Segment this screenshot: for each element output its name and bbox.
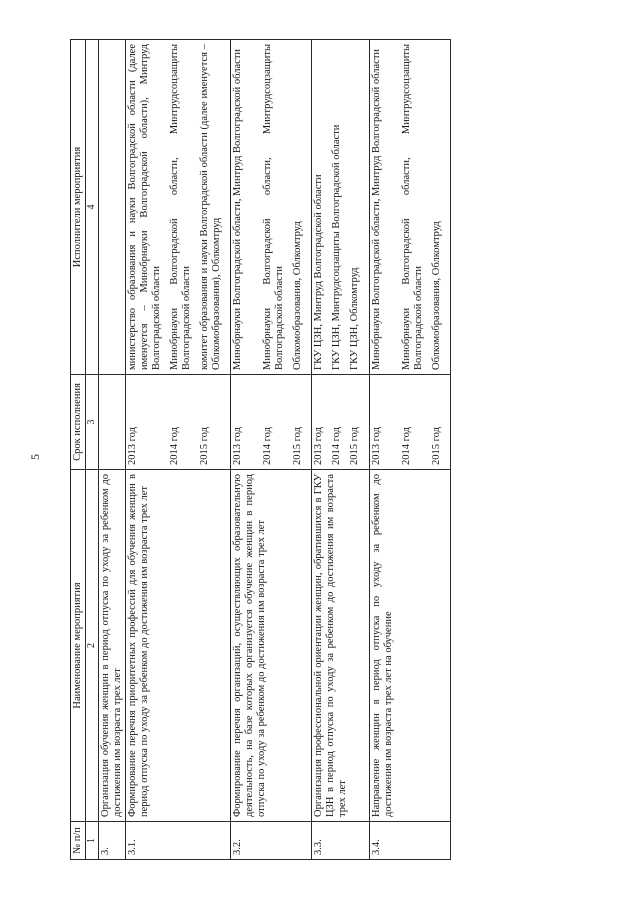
term-value: 2015 год	[292, 427, 304, 465]
executors-cell	[98, 40, 125, 375]
row-number: 3.3.	[312, 822, 369, 860]
executor-value: Облкомобразования, Облкомтруд	[292, 221, 304, 370]
term-cell	[369, 375, 450, 470]
term-value: 2013 год	[370, 427, 382, 465]
measures-table	[70, 39, 451, 860]
executor-value: комитет образования и науки Волгоградской области (далее именуется – Облкомобразования), Облкомтруд	[199, 44, 223, 370]
term-value: 2014 год	[168, 427, 180, 465]
col-number-3: 3	[86, 375, 99, 470]
term-cell	[98, 375, 125, 470]
measure-name: Формирование перечня приоритетных профессий для обучения женщин в период отпуска по уходу за ребенком до достижения им возраста трех лет	[125, 470, 230, 822]
executor-value: ГКУ ЦЗН, Минтрудсоцзащиты Волгоградской области	[331, 124, 343, 370]
executors-cell	[369, 40, 450, 375]
executor-value: министерство образования и науки Волгоградской области (далее именуется – Минобрнауки Волгоградской области), Минтруд Волгоградской области	[126, 44, 162, 370]
term-value: 2015 год	[430, 427, 442, 465]
table-row	[312, 40, 369, 860]
table-row	[125, 40, 230, 860]
term-value: 2014 год	[262, 427, 274, 465]
col-number-2: 2	[86, 470, 99, 822]
term-cell	[231, 375, 312, 470]
row-number: 3.4.	[369, 822, 450, 860]
table-row	[98, 40, 125, 860]
term-value: 2013 год	[232, 427, 244, 465]
table-body	[98, 40, 450, 860]
term-value: 2015 год	[198, 427, 210, 465]
row-number: 3.2.	[231, 822, 312, 860]
measure-name: Организация обучения женщин в период отпуска по уходу за ребенком до достижения им возраста трех лет	[98, 470, 125, 822]
executor-value: Минобрнауки Волгоградской области, Минтрудсоцзащиты Волгоградской области	[168, 44, 192, 370]
header-name: Наименование мероприятия	[71, 470, 86, 822]
row-number: 3.	[98, 822, 125, 860]
page-number: 5	[28, 454, 42, 460]
col-number-1: 1	[86, 822, 99, 860]
executors-cell	[125, 40, 230, 375]
measure-name: Формирование перечня организаций, осуществляющих образовательную деятельность, на базе которых организуется обучение женщин в период отпуска по уходу за ребенком до достижения им возраста трех лет	[231, 470, 312, 822]
executor-value: ГКУ ЦЗН, Минтруд Волгоградской области	[313, 174, 325, 370]
term-value: 2013 год	[126, 427, 138, 465]
executor-value: Минобрнауки Волгоградской области, Минтруд Волгоградской области	[232, 48, 244, 370]
row-number: 3.1.	[125, 822, 230, 860]
executor-value: Облкомобразования, Облкомтруд	[430, 221, 442, 370]
col-number-4: 4	[86, 40, 99, 375]
measure-name: Направление женщин в период отпуска по уходу за ребенком до достижения им возраста трех лет на обучение	[369, 470, 450, 822]
term-value: 2015 год	[349, 427, 361, 465]
header-term: Срок исполнения	[71, 375, 86, 470]
executors-cell	[312, 40, 369, 375]
term-value: 2014 год	[331, 427, 343, 465]
term-cell	[312, 375, 369, 470]
measure-name: Организация профессиональной ориентации женщин, обратившихся в ГКУ ЦЗН в период отпуска по уходу за ребенком до достижения им возраста трех лет	[312, 470, 369, 822]
header-num: № п/п	[71, 822, 86, 860]
term-value: 2013 год	[313, 427, 325, 465]
header-executors: Исполнители мероприятия	[71, 40, 86, 375]
table-row	[369, 40, 450, 860]
table-row	[231, 40, 312, 860]
executor-value: Минобрнауки Волгоградской области, Минтрудсоцзащиты Волгоградской области	[400, 44, 424, 370]
executor-value: ГКУ ЦЗН, Облкомтруд	[349, 267, 361, 370]
executor-value: Минобрнауки Волгоградской области, Минтрудсоцзащиты Волгоградской области	[262, 44, 286, 370]
rotated-table-area	[28, 40, 575, 860]
executors-cell	[231, 40, 312, 375]
term-value: 2014 год	[400, 427, 412, 465]
executor-value: Минобрнауки Волгоградской области, Минтруд Волгоградской области	[370, 48, 382, 370]
term-cell	[125, 375, 230, 470]
